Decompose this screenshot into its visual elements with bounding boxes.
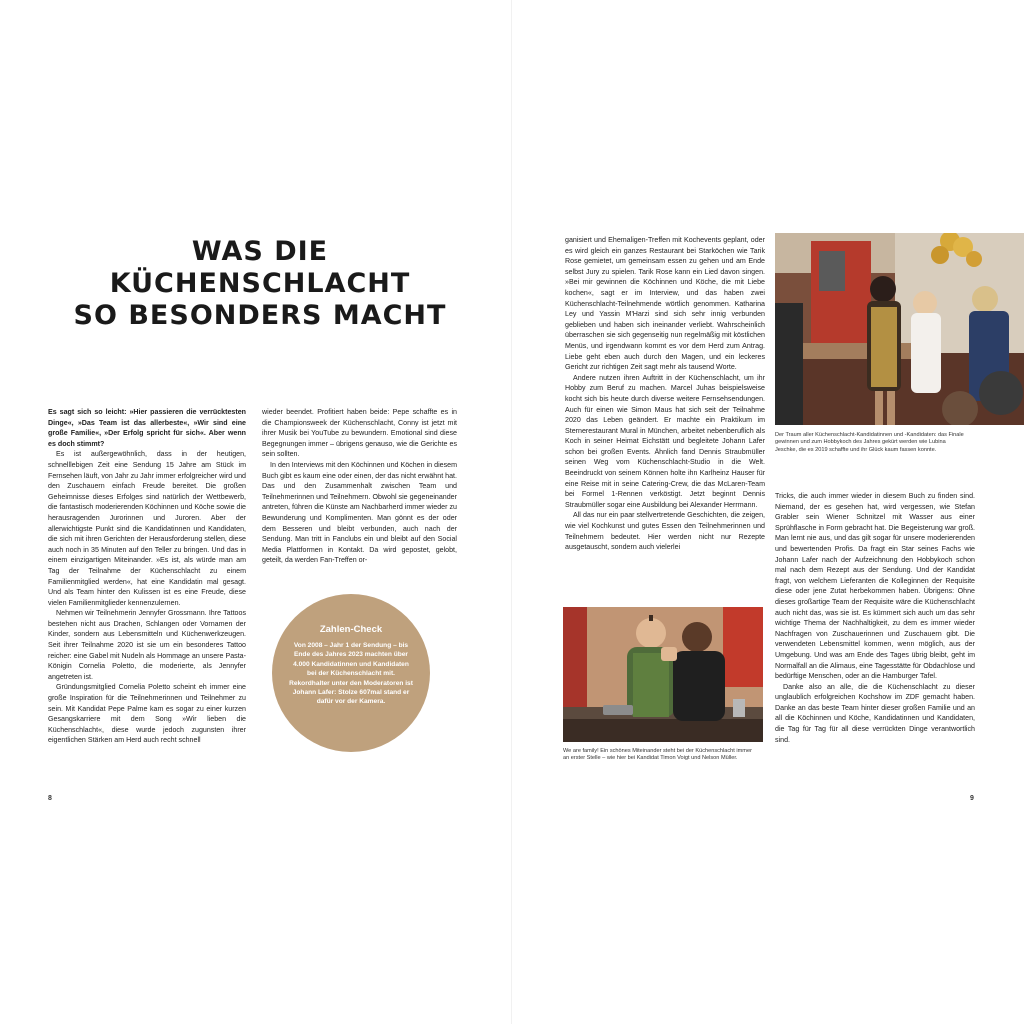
finale-photo-illustration <box>775 233 1024 425</box>
facts-badge <box>272 594 430 752</box>
body-paragraph: Andere nutzen ihren Auftritt in der Küchenschlacht, um ihr Hobby zum Beruf zu machen. Marcel Juhas beispielsweise kocht sich bis heute durch diverse weitere Fernsehsendungen. Auch für einen wie Simon Maus hat sich seit der Teilnahme 2020 das Leben geändert. Er machte ein Praktikum im Sternerestaurant Mural in München, arbeitet nebenberuflich als Koch in seiner Heimat Eichstätt und begleitete Johann Lafer schon bei großen Events. Ähnlich fand Dennis Straubmüller seinen Weg vom Küchenschlacht-Studio in die Welt. Beeindruckt von seinem Können holte ihn Karlheinz Hauser für eine Reise mit in seine Catering-Crew, die das McLaren-Team bei Formel 1-Rennen verköstigt. Jetzt beginnt Dennis Straubmüller sogar eine Ausbildung bei Alexander Herrmann. <box>565 373 765 509</box>
body-paragraph: In den Interviews mit den Köchinnen und Köchen in diesem Buch gibt es kaum eine oder einen, der das nicht erwähnt hat. Das und den Zusammenhalt zwischen Team und Teilnehmerinnen und Teilnehmern. Obwohl sie gegeneinander antreten, führen die Künste am Nachbarherd immer wieder zu Bewunderung und Komplimenten. Man gönnt es der oder dem Besseren und bleibt verbunden, auch nach der Sendung. Man tritt in Fanclubs ein und bleibt auf den Social Media Plattformen in Kontakt. Da wird gepostet, gelobt, geteilt, da werden Fan-Treffen or- <box>262 460 457 565</box>
body-paragraph: Tricks, die auch immer wieder in diesem Buch zu finden sind. Niemand, der es gesehen hat, wird vergessen, wie Stefan Grabler sein Wiener Schnitzel mit Wasser aus einer Sprühflasche in Form gebracht hat. Die Begeisterung war groß. Man lernt nie aus, und das gilt sogar für unsere moderierenden und bewertenden Profis. Da fragt ein Star seines Fachs wie Johann Lafer nach der Aufzeichnung den Hobbykoch schon mal nach dem Rezept aus der Sendung. Und der Kandidat fragt, von welchem Lieferanten die Kolleginnen der Requisite diese oder jene Zutat herbekommen haben. Übrigens: Ohne dieses großartige Team der Requisite wäre die Küchenschlacht auch nicht das, was sie ist. Es kümmert sich auch um das sehr wichtige Thema der Nachhaltigkeit, zu dem es immer wieder Nachfragen von Zuschauerinnen und Zuschauern gibt. Die verwendeten Lebensmittel kommen, wenn möglich, aus der Umgebung. Und was am Ende des Tages übrig bleibt, geht im Normalfall an die Alimaus, eine Tagesstätte für Obdachlose und bedürftige Menschen, oder an die Hamburger Tafel. <box>775 492 975 681</box>
family-photo-illustration <box>563 607 763 742</box>
body-paragraph: Nehmen wir Teilnehmerin Jennyfer Grossmann. Ihre Tattoos bestehen nicht aus Drachen, Schlangen oder Vornamen der Kinder, sondern aus Lebensmitteln und Küchenwerkzeugen. Seit ihrer Teilnahme 2020 ist sie um ein besonderes Tattoo reicher: eine Gabel mit Nudeln als Hommage an unsere Pasta-Königin Cornelia Poletto, die moderierte, als Jennyfer angetreten ist. <box>48 609 246 681</box>
finale-photo-caption: Der Traum aller Küchenschlacht-Kandidatinnen und -Kandidaten: das Finale gewinnen und zum Hobbykoch des Jahres gekürt werden wie Lubina Jeschke, die es 2019 schaffte und ihr Glück kaum fassen konnte. <box>775 432 964 453</box>
family-photo <box>563 607 763 742</box>
lead-paragraph: Es sagt sich so leicht: »Hier passieren die verrücktesten Dinge«, »Das Team ist das allerbeste«, »Wir sind eine große Familie«, »Der Erfolg spricht für sich«. Aber wenn es doch stimmt? <box>48 408 246 448</box>
facts-badge-text: Von 2008 – Jahr 1 der Sendung – bis Ende des Jahres 2023 machten über 4.000 Kandidatinnen und Kandidaten bei der Küchenschlacht mit. Rekordhalter unter den Moderatoren ist Johann Lafer: Stolze 607mal stand er dafür vor der Kamera. <box>289 642 413 706</box>
body-paragraph: Danke also an alle, die die Küchenschlacht zu dieser unglaublich erfolgreichen Kochshow im ZDF gemacht haben. Danke an das beste Team hinter dieser großen Familie und an all die Köchinnen und Köche, Kandidatinnen und Kandidaten, die Tag für Tag für all diese verrückten Dinge verantwortlich sind. <box>775 682 975 744</box>
text-column-1 <box>48 407 246 746</box>
body-paragraph: ganisiert und Ehemaligen-Treffen mit Kochevents geplant, oder es wird gleich ein ganzes Restaurant bei Starköchen wie Tarik Rose gemietet, um gemeinsam essen zu gehen und am Ende selbst Jury zu spielen. Tarik Rose kann ein Lied davon singen. »Bei mir gewinnen die Köchinnen und Köche, die mit Liebe kochen«, sagt er im Interview, und das haben zwei Küchenschlacht-Teilnehmende wörtlich genommen. Katharina Ley und Yassin M'Harzi sind sich sehr innig verbunden geblieben und haben sich ineinander verliebt. Wahrscheinlich überraschen sie sich gegenseitig nun regelmäßig mit köstlichen Menüs, und irgendwann kommt es vor dem Herd zum Antrag. Liebe geht eben auch durch den Magen, und ein leckeres Gericht zur richtigen Zeit sagt mehr als tausend Worte. <box>565 236 765 372</box>
family-photo-caption: We are family! Ein schönes Miteinander steht bei der Küchenschlacht immer an erster Stelle – wie hier bei Kandidat Timon Voigt und Nelson Müller. <box>563 748 752 762</box>
text-column-3 <box>565 235 765 553</box>
page-number-left: 8 <box>48 795 52 802</box>
text-column-2 <box>262 407 457 566</box>
body-paragraph: All das nur ein paar stellvertretende Geschichten, die zeigen, wie viel Kochkunst und gutes Essen den Teilnehmerinnen und Teilnehmern bedeutet. Hier werden nicht nur Rezepte ausgetauscht, sondern auch vielerlei <box>565 511 765 552</box>
title-line: WAS DIE <box>191 236 329 267</box>
page-title <box>40 236 480 332</box>
body-paragraph: Es ist außergewöhnlich, dass in der heutigen, schnelllebigen Zeit eine Sendung 15 Jahre am Stück im Fernsehen läuft, von Jahr zu Jahr immer erfolgreicher wird und den Zuschauern einfach Freude bereitet. Die großen Geheimnisse dieses Erfolges sind natürlich der Wettbewerb, die fantastisch moderierenden Köchinnen und Köche sowie die herausragenden Jurorinnen und Juroren. Aber der allerwichtigste Punkt sind die Kandidatinnen und Kandidaten, die sich mit ihren Gerichten der Herausforderung stellen, diese auch noch in 35 Minuten auf den Teller zu bringen. Und das in einem einzigartigen Miteinander. »Es ist, als würde man am Tag der Teilnahme der Küchenschlacht zu einem Familienmitglied werden«, hat eine Kandidatin mal gesagt. Und als Team hinter den Kulissen ist es eine Freude, diese vielen Familienmitglieder kennenzulernen. <box>48 450 246 607</box>
finale-photo <box>775 233 1024 425</box>
text-column-4 <box>775 491 975 745</box>
title-line: SO BESONDERS MACHT <box>73 300 447 331</box>
facts-badge-title: Zahlen-Check <box>319 624 383 635</box>
body-paragraph: wieder beendet. Profitiert haben beide: Pepe schaffte es in die Championsweek der Küchenschlacht, Conny ist jetzt mit ihrer Musik bei YouTube zu bewundern. Emotional sind diese Begegnungen immer – übrigens genauso, wie die Gerichte es sein sollten. <box>262 408 457 459</box>
body-paragraph: Gründungsmitglied Cornelia Poletto scheint eh immer eine große Inspiration für die Teilnehmerinnen und Teilnehmer zu sein. Mit Kandidat Pepe Palme kam es sogar zu einer kurzen Gesangskarriere mit dem Song »Wir lieben die Küchenschlacht«, diese wurde jedoch zugunsten ihrer eigentlichen Stärken am Herd auch recht schnell <box>48 683 246 745</box>
page-number-right: 9 <box>970 795 974 802</box>
title-line: KÜCHENSCHLACHT <box>109 268 411 299</box>
